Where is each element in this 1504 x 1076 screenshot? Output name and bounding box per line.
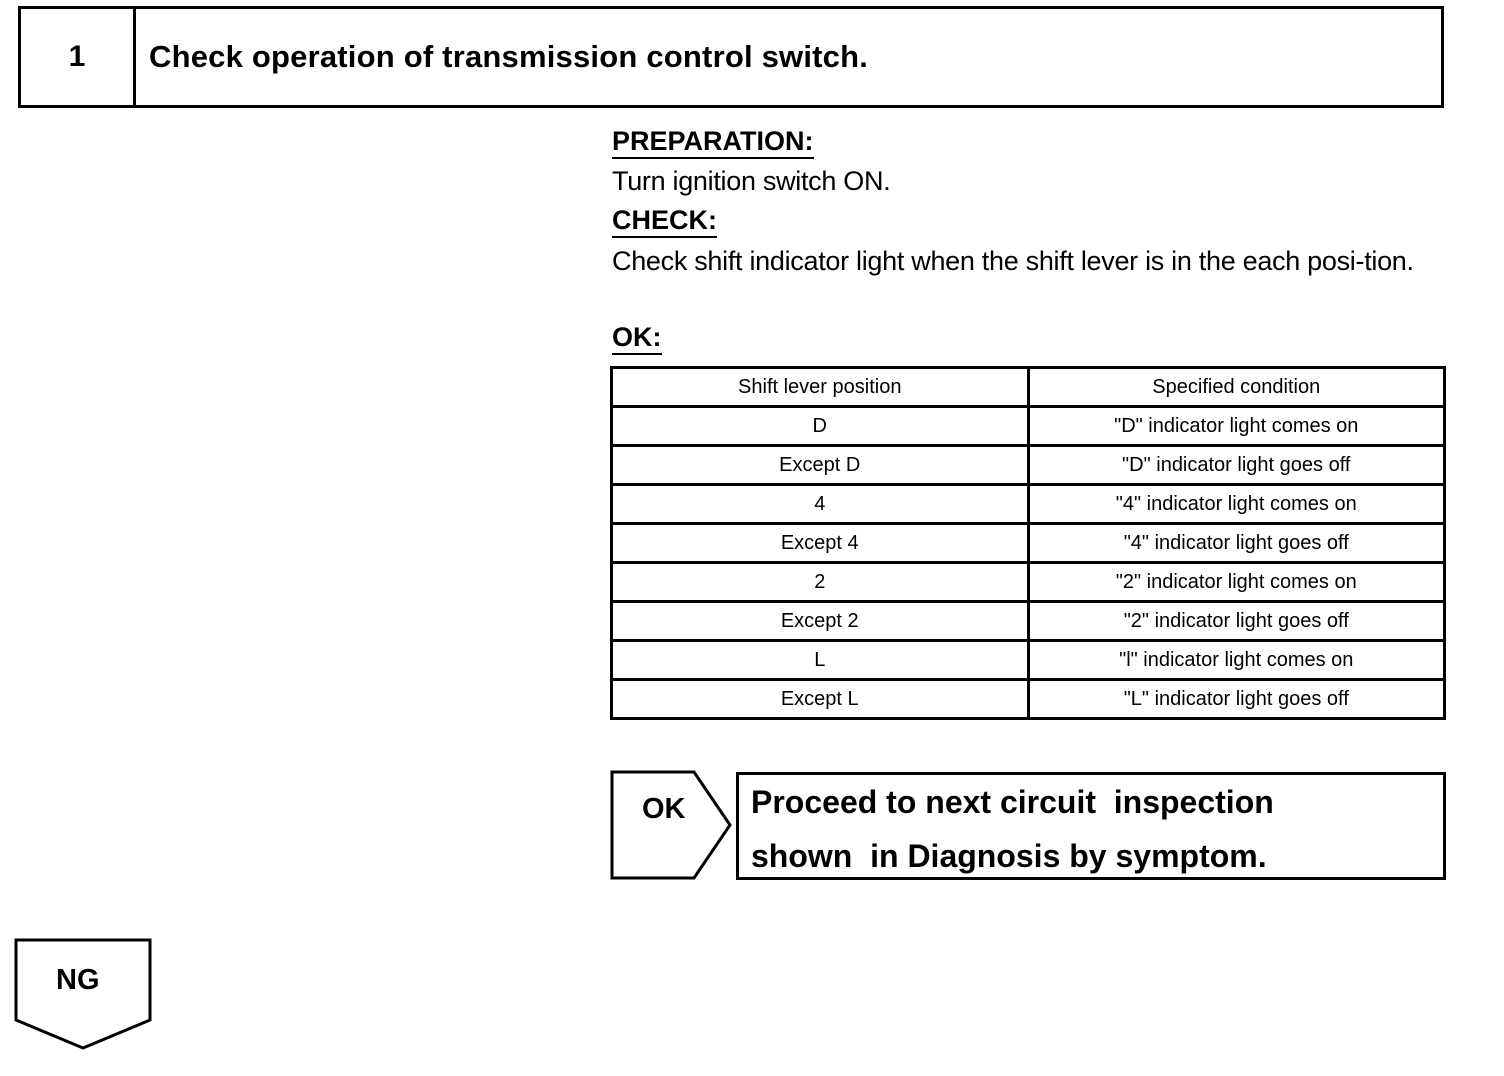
ok-result-line-2: shown in Diagnosis by symptom. [751,838,1267,874]
check-label: CHECK: [612,205,717,238]
ok-arrow-label: OK [642,793,686,825]
table-row [612,680,1445,719]
cell-condition: "D" indicator light comes on [1028,407,1445,446]
cell-position: Except L [612,680,1029,719]
ok-result-line-1: Proceed to next circuit inspection [751,784,1274,820]
cell-condition: "2" indicator light comes on [1028,563,1445,602]
cell-position: 4 [612,485,1029,524]
ok-result-box [736,772,1446,880]
spec-table [610,366,1446,720]
step-title: Check operation of transmission control switch. [149,39,869,74]
table-row [612,602,1445,641]
cell-position: Except D [612,446,1029,485]
table-header-row [612,368,1445,407]
cell-condition: "4" indicator light comes on [1028,485,1445,524]
table-row [612,485,1445,524]
table-row [612,446,1445,485]
table-row [612,563,1445,602]
header-shift-lever-position: Shift lever position [612,368,1029,407]
table-row [612,524,1445,563]
cell-position: Except 2 [612,602,1029,641]
cell-condition: "4" indicator light goes off [1028,524,1445,563]
cell-position: L [612,641,1029,680]
ng-arrow-label: NG [56,964,100,996]
step-number: 1 [21,9,136,105]
ok-label: OK: [612,322,662,355]
step-header [18,6,1444,108]
cell-position: 2 [612,563,1029,602]
table-row [612,407,1445,446]
cell-condition: "2" indicator light goes off [1028,602,1445,641]
table-row [612,641,1445,680]
check-text: Check shift indicator light when the shift lever is in the each posi-tion. [612,246,1414,276]
preparation-label: PREPARATION: [612,126,814,159]
cell-condition: "L" indicator light goes off [1028,680,1445,719]
cell-condition: "D" indicator light goes off [1028,446,1445,485]
header-specified-condition: Specified condition [1028,368,1445,407]
preparation-text: Turn ignition switch ON. [612,166,891,196]
cell-position: D [612,407,1029,446]
cell-condition: "l" indicator light comes on [1028,641,1445,680]
cell-position: Except 4 [612,524,1029,563]
